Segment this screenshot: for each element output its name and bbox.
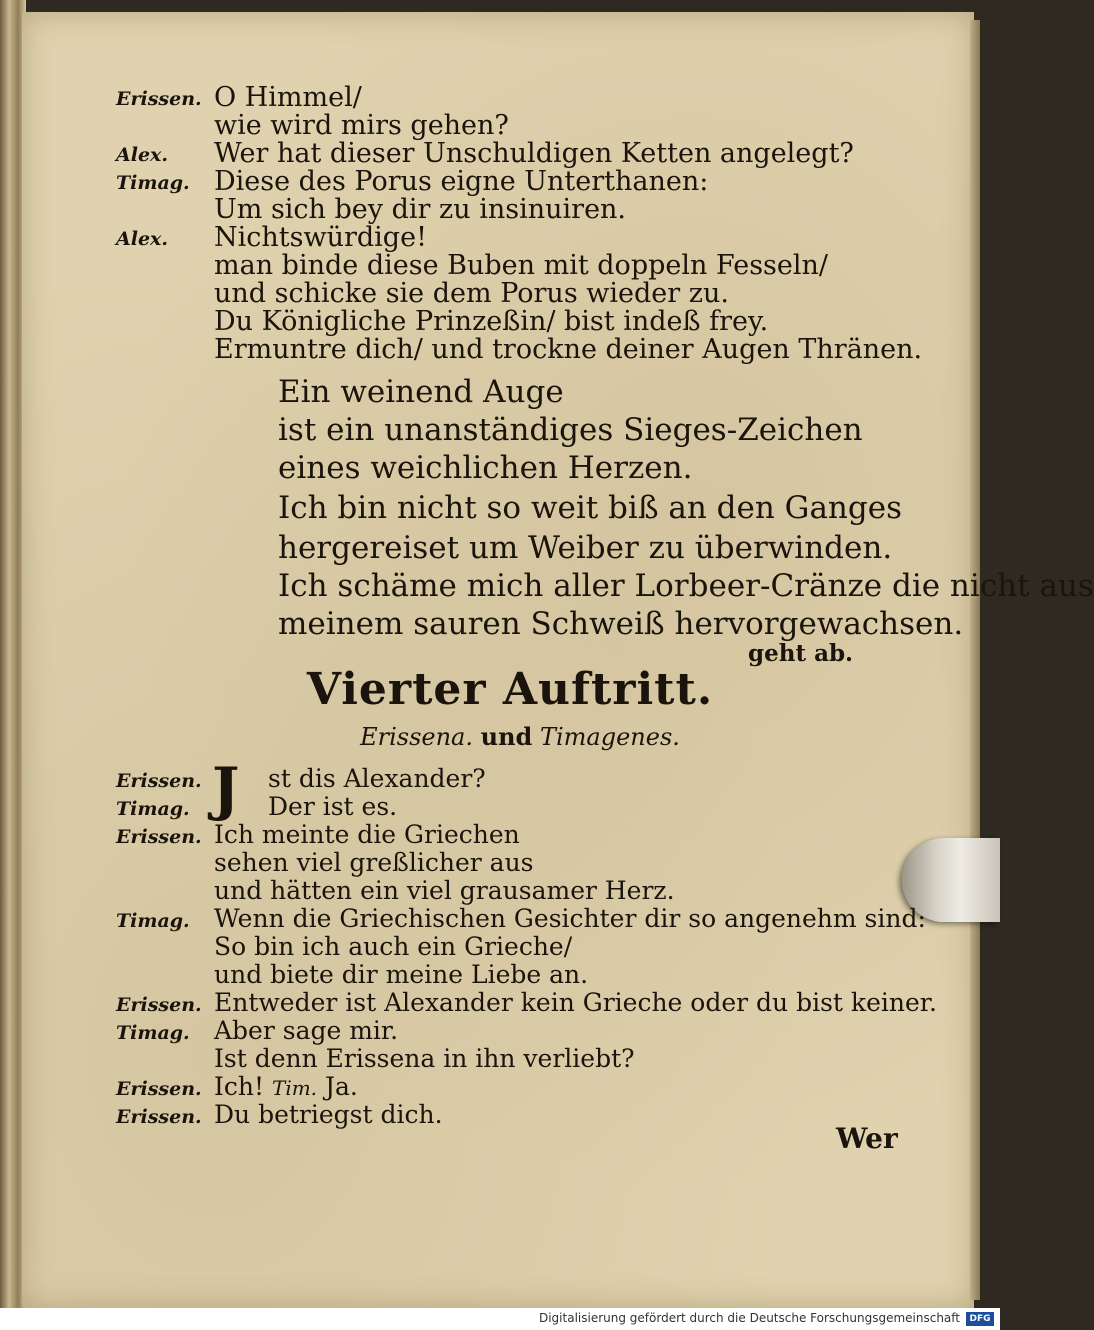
aria-line: Ein weinend Auge [278, 374, 564, 410]
speaker-label: Timag. [116, 910, 190, 932]
speaker-label: Erissen. [116, 1106, 202, 1128]
scene-title: Vierter Auftritt. [306, 664, 714, 715]
speaker-label: Timag. [116, 172, 190, 194]
verse-line: Aber sage mir. [214, 1016, 399, 1045]
footer-credit: Digitalisierung gefördert durch die Deutsche Forschungsgemeinschaft [538, 1311, 960, 1325]
verse-line [214, 1072, 358, 1101]
person-name: Timagenes. [539, 723, 680, 751]
dfg-logo: DFG [966, 1312, 994, 1326]
verse-line: O Himmel/ [214, 82, 362, 113]
verse-line: Um sich bey dir zu insinuiren. [214, 194, 627, 225]
verse-line: Du Königliche Prinzeßin/ bist indeß frey. [214, 306, 769, 337]
verse-line: Nichtswürdige! [214, 222, 427, 253]
speaker-label: Erissen. [116, 1078, 202, 1100]
speaker-label: Erissen. [116, 826, 202, 848]
verse-line: und schicke sie dem Porus wieder zu. [214, 278, 729, 309]
verse-line: Ermuntre dich/ und trockne deiner Augen Thränen. [214, 334, 923, 365]
scene-persons [0, 722, 1000, 751]
page-fore-edge [970, 20, 980, 1300]
aria-line: eines weichlichen Herzen. [278, 450, 693, 486]
verse-line: So bin ich auch ein Grieche/ [214, 932, 573, 961]
aria-line: Ich bin nicht so weit biß an den Ganges [278, 490, 902, 526]
verse-fragment: Ich! [214, 1072, 265, 1101]
verse-line: wie wird mirs gehen? [214, 110, 509, 141]
verse-line: und hätten ein viel grausamer Herz. [214, 876, 675, 905]
verse-line: Ist denn Erissena in ihn verliebt? [214, 1044, 635, 1073]
speaker-label: Erissen. [116, 994, 202, 1016]
stage-direction: geht ab. [748, 640, 854, 667]
footer-bar [0, 1308, 1000, 1330]
person-name: Erissena. [360, 723, 473, 751]
verse-line: Diese des Porus eigne Unterthanen: [214, 166, 709, 197]
conjunction: und [480, 722, 533, 751]
verse-line: und biete dir meine Liebe an. [214, 960, 589, 989]
aria-line: Ich schäme mich aller Lorbeer-Cränze die nicht aus [278, 568, 1094, 604]
verse-line: Der ist es. [268, 792, 398, 821]
verse-line: Wenn die Griechischen Gesichter dir so angenehm sind: [214, 904, 926, 933]
speaker-inline: Tim. [271, 1076, 318, 1100]
speaker-label: Alex. [116, 228, 168, 250]
aria-line: hergereiset um Weiber zu überwinden. [278, 530, 893, 566]
verse-line: sehen viel greßlicher aus [214, 848, 534, 877]
speaker-label: Timag. [116, 1022, 190, 1044]
speaker-label: Alex. [116, 144, 168, 166]
speaker-label: Timag. [116, 798, 190, 820]
aria-line: ist ein unanständiges Sieges-Zeichen [278, 412, 863, 448]
speaker-label: Erissen. [116, 770, 202, 792]
speaker-label: Erissen. [116, 88, 202, 110]
initial-capital: J [212, 755, 240, 823]
verse-line: Wer hat dieser Unschuldigen Ketten angelegt? [214, 138, 854, 169]
aria-line: meinem sauren Schweiß hervorgewachsen. [278, 606, 964, 642]
verse-line: Entweder ist Alexander kein Grieche oder du bist keiner. [214, 988, 937, 1017]
catchword: Wer [836, 1122, 898, 1155]
verse-line: Du betriegst dich. [214, 1100, 443, 1129]
verse-fragment: Ja. [325, 1072, 358, 1101]
verse-line: man binde diese Buben mit doppeln Fesseln/ [214, 250, 829, 281]
verse-line: Ich meinte die Griechen [214, 820, 520, 849]
verse-line: st dis Alexander? [268, 764, 486, 793]
